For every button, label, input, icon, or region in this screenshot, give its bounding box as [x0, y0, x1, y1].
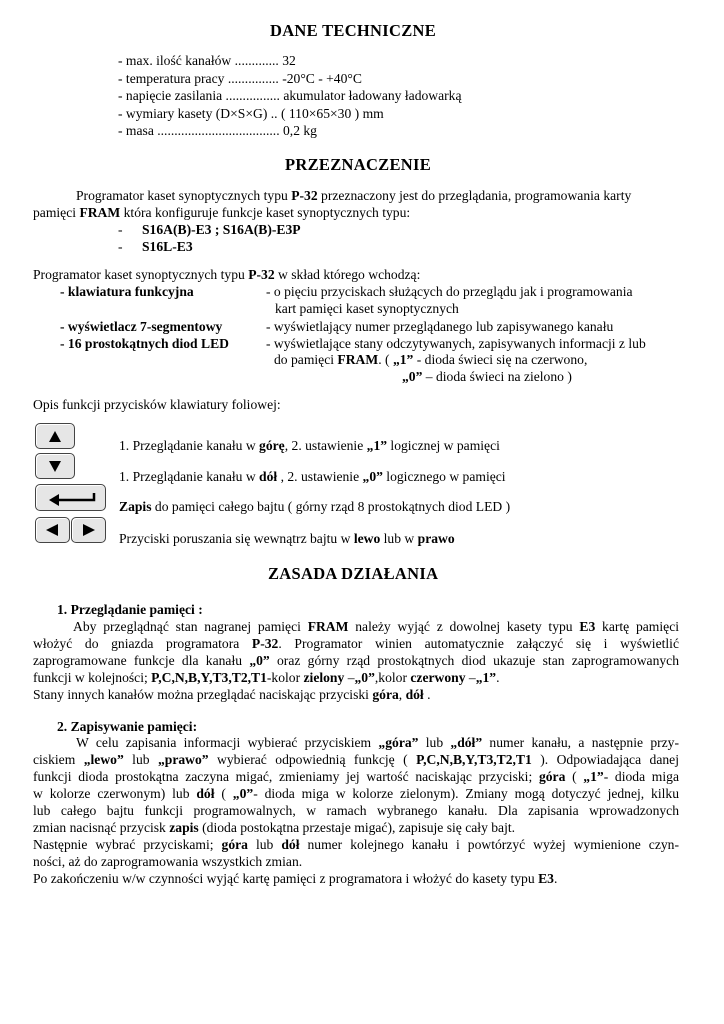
- left-arrow-key-icon: [35, 517, 70, 543]
- types-line-1: S16A(B)-E3 ; S16A(B)-E3P: [142, 222, 301, 237]
- component-leds-desc-a: - wyświetlające stany odczytywanych, zapisywanych informacji z lub: [266, 336, 646, 351]
- spec-voltage: - napięcie zasilania ................ akumulator ładowany ładowarką: [118, 88, 462, 103]
- component-display-desc: - wyświetlający numer przeglądanego lub zapisywanego kanału: [266, 319, 614, 334]
- purpose-title: PRZEZNACZENIE: [285, 155, 432, 174]
- key-up-desc: 1. Przeglądanie kanału w górę, 2. ustawienie „1” logicznej w pamięci: [119, 438, 500, 453]
- op-p2-line-3: funkcji dioda prostokątna zaczyna migać, zmieniamy jej wartość naciskając przyciski; góra ( „1”- dioda miga: [33, 769, 679, 784]
- types-line-2: S16L-E3: [142, 239, 193, 254]
- operation-title: ZASADA DZIAŁANIA: [268, 564, 439, 583]
- op-p1-line-3: zaprogramowane funkcje dla kanału „0” oraz górny rząd prostokątnych diod ukazuje stan zaprogramowanych: [33, 653, 679, 668]
- spec-mass: - masa .................................... 0,2 kg: [118, 123, 317, 138]
- types-dash-1: -: [118, 222, 123, 237]
- op-p1-line-5: Stany innych kanałów można przeglądać naciskając przyciski góra, dół .: [33, 687, 431, 702]
- operation-heading-2: 2. Zapisywanie pamięci:: [57, 719, 198, 734]
- op-p2-line-2: ciskiem „lewo” lub „prawo” wybierać odpowiednią funkcję ( P,C,N,B,Y,T3,T2,T1 ). Odpowiadająca danej: [33, 752, 679, 767]
- op-p1-line-1: Aby przeglądnąć stan nagranej pamięci FRAM należy wyjąć z dowolnej kasety typu E3 kartę pamięci: [73, 619, 679, 634]
- op-p2-line-6: zmian nacisnąć przycisk zapis (dioda postokątna przestaje migać), zapisuje się cały bajt.: [33, 820, 516, 835]
- component-keyboard-desc-a: - o pięciu przyciskach służących do przeglądu jak i programowania: [266, 284, 633, 299]
- types-dash-2: -: [118, 239, 123, 254]
- spec-channels: - max. ilość kanałów ............. 32: [118, 53, 296, 68]
- keys-intro: Opis funkcji przycisków klawiatury foliowej:: [33, 397, 281, 412]
- specs-title: DANE TECHNICZNE: [270, 21, 437, 40]
- op-p2-line-4: w kolorze czerwonym) lub dół ( „0”- dioda miga w kolorze zielonym). Zmiany mogą dotyczyć jednej, kilku: [33, 786, 679, 801]
- component-leds-desc-b: do pamięci FRAM. ( „1” - dioda świeci się na czerwono,: [274, 352, 588, 367]
- down-arrow-key-icon: [35, 453, 75, 479]
- op-p1-line-2: włożyć do gniazda programatora P-32. Programator winien automatycznie załączyć się i wyświetlić: [33, 636, 679, 651]
- operation-heading-1: 1. Przeglądanie pamięci :: [57, 602, 203, 617]
- components-intro: Programator kaset synoptycznych typu P-32 w skład którego wchodzą:: [33, 267, 421, 282]
- right-arrow-key-icon: [71, 517, 106, 543]
- operation-paragraph-2: [33, 734, 679, 887]
- component-leds: - 16 prostokątnych diod LED: [60, 336, 229, 351]
- op-p2-line-5: lub całego bajtu funkcji programowalnych, w ramach wybranego kanału. Dla zapisania wprowadzonych: [33, 803, 679, 818]
- op-p4-line: Po zakończeniu w/w czynności wyjąć kartę pamięci z programatora i włożyć do kasety typu E3.: [33, 871, 558, 886]
- op-p3-line-1: Następnie wybrać przyciskami; góra lub dół numer kolejnego kanału i powtórzyć wyżej wymienione czyn-: [33, 837, 679, 852]
- purpose-intro-a: Programator kaset synoptycznych typu P-32 przeznaczony jest do przeglądania, programowania karty: [76, 188, 632, 203]
- key-down-desc: 1. Przeglądanie kanału w dół , 2. ustawienie „0” logicznego w pamięci: [119, 469, 506, 484]
- purpose-intro-b: pamięci FRAM która konfiguruje funkcje kaset synoptycznych typu:: [33, 205, 411, 220]
- component-leds-desc-c: „0” – dioda świeci na zielono ): [402, 369, 572, 384]
- op-p2-line-1: W celu zapisania informacji wybierać przyciskiem „góra” lub „dół” numer kanału, a następnie przy-: [76, 735, 680, 750]
- operation-paragraph-1: [33, 618, 679, 703]
- op-p1-line-4: funkcji w kolejności; P,C,N,B,Y,T3,T2,T1-kolor zielony –„0”,kolor czerwony –„1”.: [33, 670, 500, 685]
- key-leftright-desc: Przyciski poruszania się wewnątrz bajtu w lewo lub w prawo: [119, 531, 455, 546]
- spec-temperature: - temperatura pracy ............... -20°C - +40°C: [118, 71, 362, 86]
- enter-key-icon: [35, 484, 106, 511]
- up-arrow-key-icon: [35, 423, 75, 449]
- component-display: - wyświetlacz 7-segmentowy: [60, 319, 223, 334]
- key-enter-desc: Zapis do pamięci całego bajtu ( górny rząd 8 prostokątnych diod LED ): [119, 499, 511, 514]
- component-keyboard-desc-b: kart pamięci kaset synoptycznych: [275, 301, 459, 316]
- component-keyboard: - klawiatura funkcyjna: [60, 284, 194, 299]
- spec-dimensions: - wymiary kasety (D×S×G) .. ( 110×65×30 ) mm: [118, 106, 384, 121]
- op-p3-line-2: ności, aż do zaprogramowania wszystkich zmian.: [33, 854, 303, 869]
